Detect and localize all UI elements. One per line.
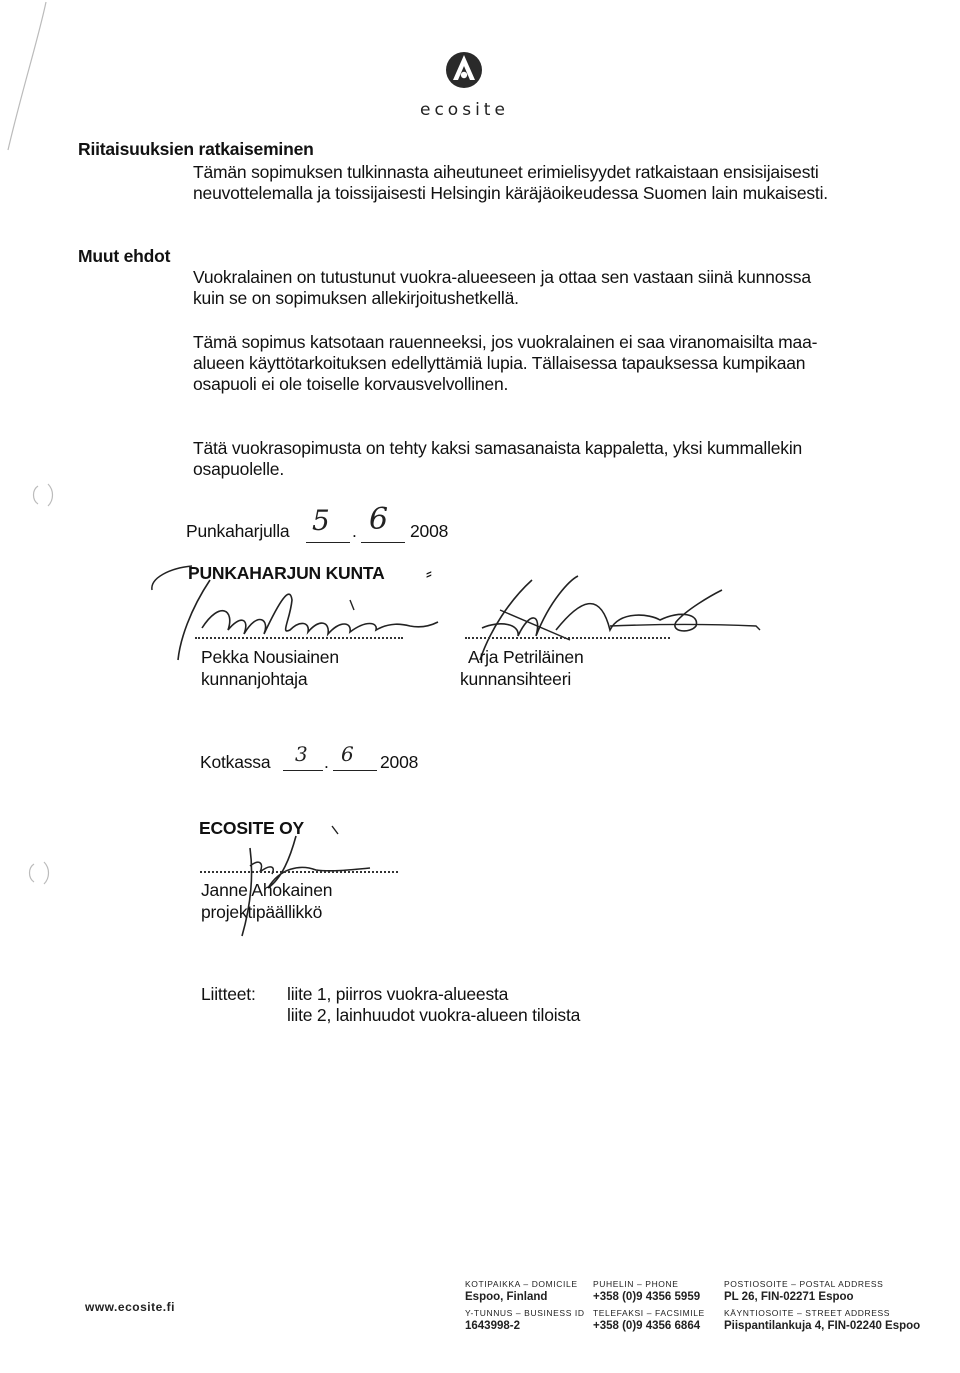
other-terms-p2-line-1: Tämä sopimus katsotaan rauenneeksi, jos vuokralainen ei saa viranomaisilta maa-	[193, 332, 818, 352]
other-terms-p3-line-2: osapuolelle.	[193, 459, 285, 479]
signing1-day-field	[306, 504, 350, 543]
signer1-name: Pekka Nousiainen	[201, 647, 339, 667]
footer-postal-label: POSTIOSOITE – POSTAL ADDRESS	[724, 1279, 884, 1289]
scan-edge-mark	[0, 0, 60, 160]
signing2-month-field	[333, 742, 377, 771]
footer-domicile-value: Espoo, Finland	[465, 1291, 548, 1303]
signer3-name: Janne Ahokainen	[201, 880, 333, 900]
signing2-year: 2008	[380, 752, 419, 772]
footer-fax-label: TELEFAKSI – FACSIMILE	[593, 1308, 705, 1318]
other-terms-p2-line-2: alueen käyttötarkoituksen edellyttämiä lupia. Tällaisessa tapauksessa kumpikaan	[193, 353, 806, 373]
signer1-title: kunnanjohtaja	[201, 669, 308, 689]
other-terms-p1-line-1: Vuokralainen on tutustunut vuokra-alueeseen ja ottaa sen vastaan siinä kunnossa	[193, 267, 811, 287]
signature-nousiainen	[140, 560, 470, 660]
signing1-year: 2008	[410, 521, 449, 541]
signing1-day: 5	[312, 504, 330, 537]
logo-wordmark: ecosite	[420, 100, 509, 120]
signing2-organization: ECOSITE OY	[199, 818, 304, 838]
dispute-text-line-2: neuvottelemalla ja toissijaisesti Helsingin käräjäoikeudessa Suomen lain mukaisesti.	[193, 183, 828, 203]
margin-mark-1	[30, 480, 70, 510]
footer-fax-value: +358 (0)9 4356 6864	[593, 1320, 701, 1332]
signing1-date-separator: .	[352, 521, 357, 541]
dispute-text-line-1: Tämän sopimuksen tulkinnasta aiheutuneet erimielisyydet ratkaistaan ensisijaisesti	[193, 162, 819, 182]
footer-street-value: Piispantilankuja 4, FIN-02240 Espoo	[724, 1320, 921, 1332]
signing2-day: 3	[295, 742, 308, 766]
signing1-arrow-mark: ⸗	[426, 563, 432, 583]
signing1-month-field	[361, 502, 405, 543]
attachment-item-1: liite 1, piirros vuokra-alueesta	[287, 984, 509, 1004]
other-terms-p1-line-2: kuin se on sopimuksen allekirjoitushetkellä.	[193, 288, 519, 308]
signature-line-2	[465, 637, 670, 639]
attachment-item-2: liite 2, lainhuudot vuokra-alueen tiloista	[287, 1005, 581, 1025]
other-terms-heading: Muut ehdot	[78, 246, 171, 266]
dispute-heading: Riitaisuuksien ratkaiseminen	[78, 139, 314, 159]
footer-street-label: KÄYNTIOSOITE – STREET ADDRESS	[724, 1308, 891, 1318]
footer-website: www.ecosite.fi	[85, 1300, 175, 1314]
signing2-place: Kotkassa	[200, 752, 271, 772]
other-terms-p3-line-1: Tätä vuokrasopimusta on tehty kaksi samasanaista kappaletta, yksi kummallekin	[193, 438, 803, 458]
ecosite-logo	[420, 48, 520, 128]
footer-domicile-label: KOTIPAIKKA – DOMICILE	[465, 1279, 578, 1289]
footer-phone-label: PUHELIN – PHONE	[593, 1279, 679, 1289]
signer2-title: kunnansihteeri	[460, 669, 572, 689]
signature-line-3	[200, 871, 398, 873]
attachments-label: Liitteet:	[201, 984, 256, 1004]
footer-phone-value: +358 (0)9 4356 5959	[593, 1291, 701, 1303]
signing2-month: 6	[341, 742, 354, 766]
footer-business-id-value: 1643998-2	[465, 1320, 520, 1332]
margin-mark-2	[26, 858, 66, 888]
signer2-name: Arja Petriläinen	[468, 647, 584, 667]
signing1-month: 6	[369, 502, 389, 537]
footer-business-id-label: Y-TUNNUS – BUSINESS ID	[465, 1308, 585, 1318]
signing2-date-separator: .	[324, 752, 329, 772]
logo-mark-icon	[444, 48, 484, 92]
signer3-title: projektipäällikkö	[201, 902, 323, 922]
signing1-place: Punkaharjulla	[186, 521, 290, 541]
signing1-organization: PUNKAHARJUN KUNTA	[188, 563, 385, 583]
other-terms-p2-line-3: osapuoli ei ole toiselle korvausvelvollinen.	[193, 374, 509, 394]
signature-line-1	[195, 637, 403, 639]
footer-postal-value: PL 26, FIN-02271 Espoo	[724, 1291, 854, 1303]
signing2-day-field	[283, 742, 323, 771]
